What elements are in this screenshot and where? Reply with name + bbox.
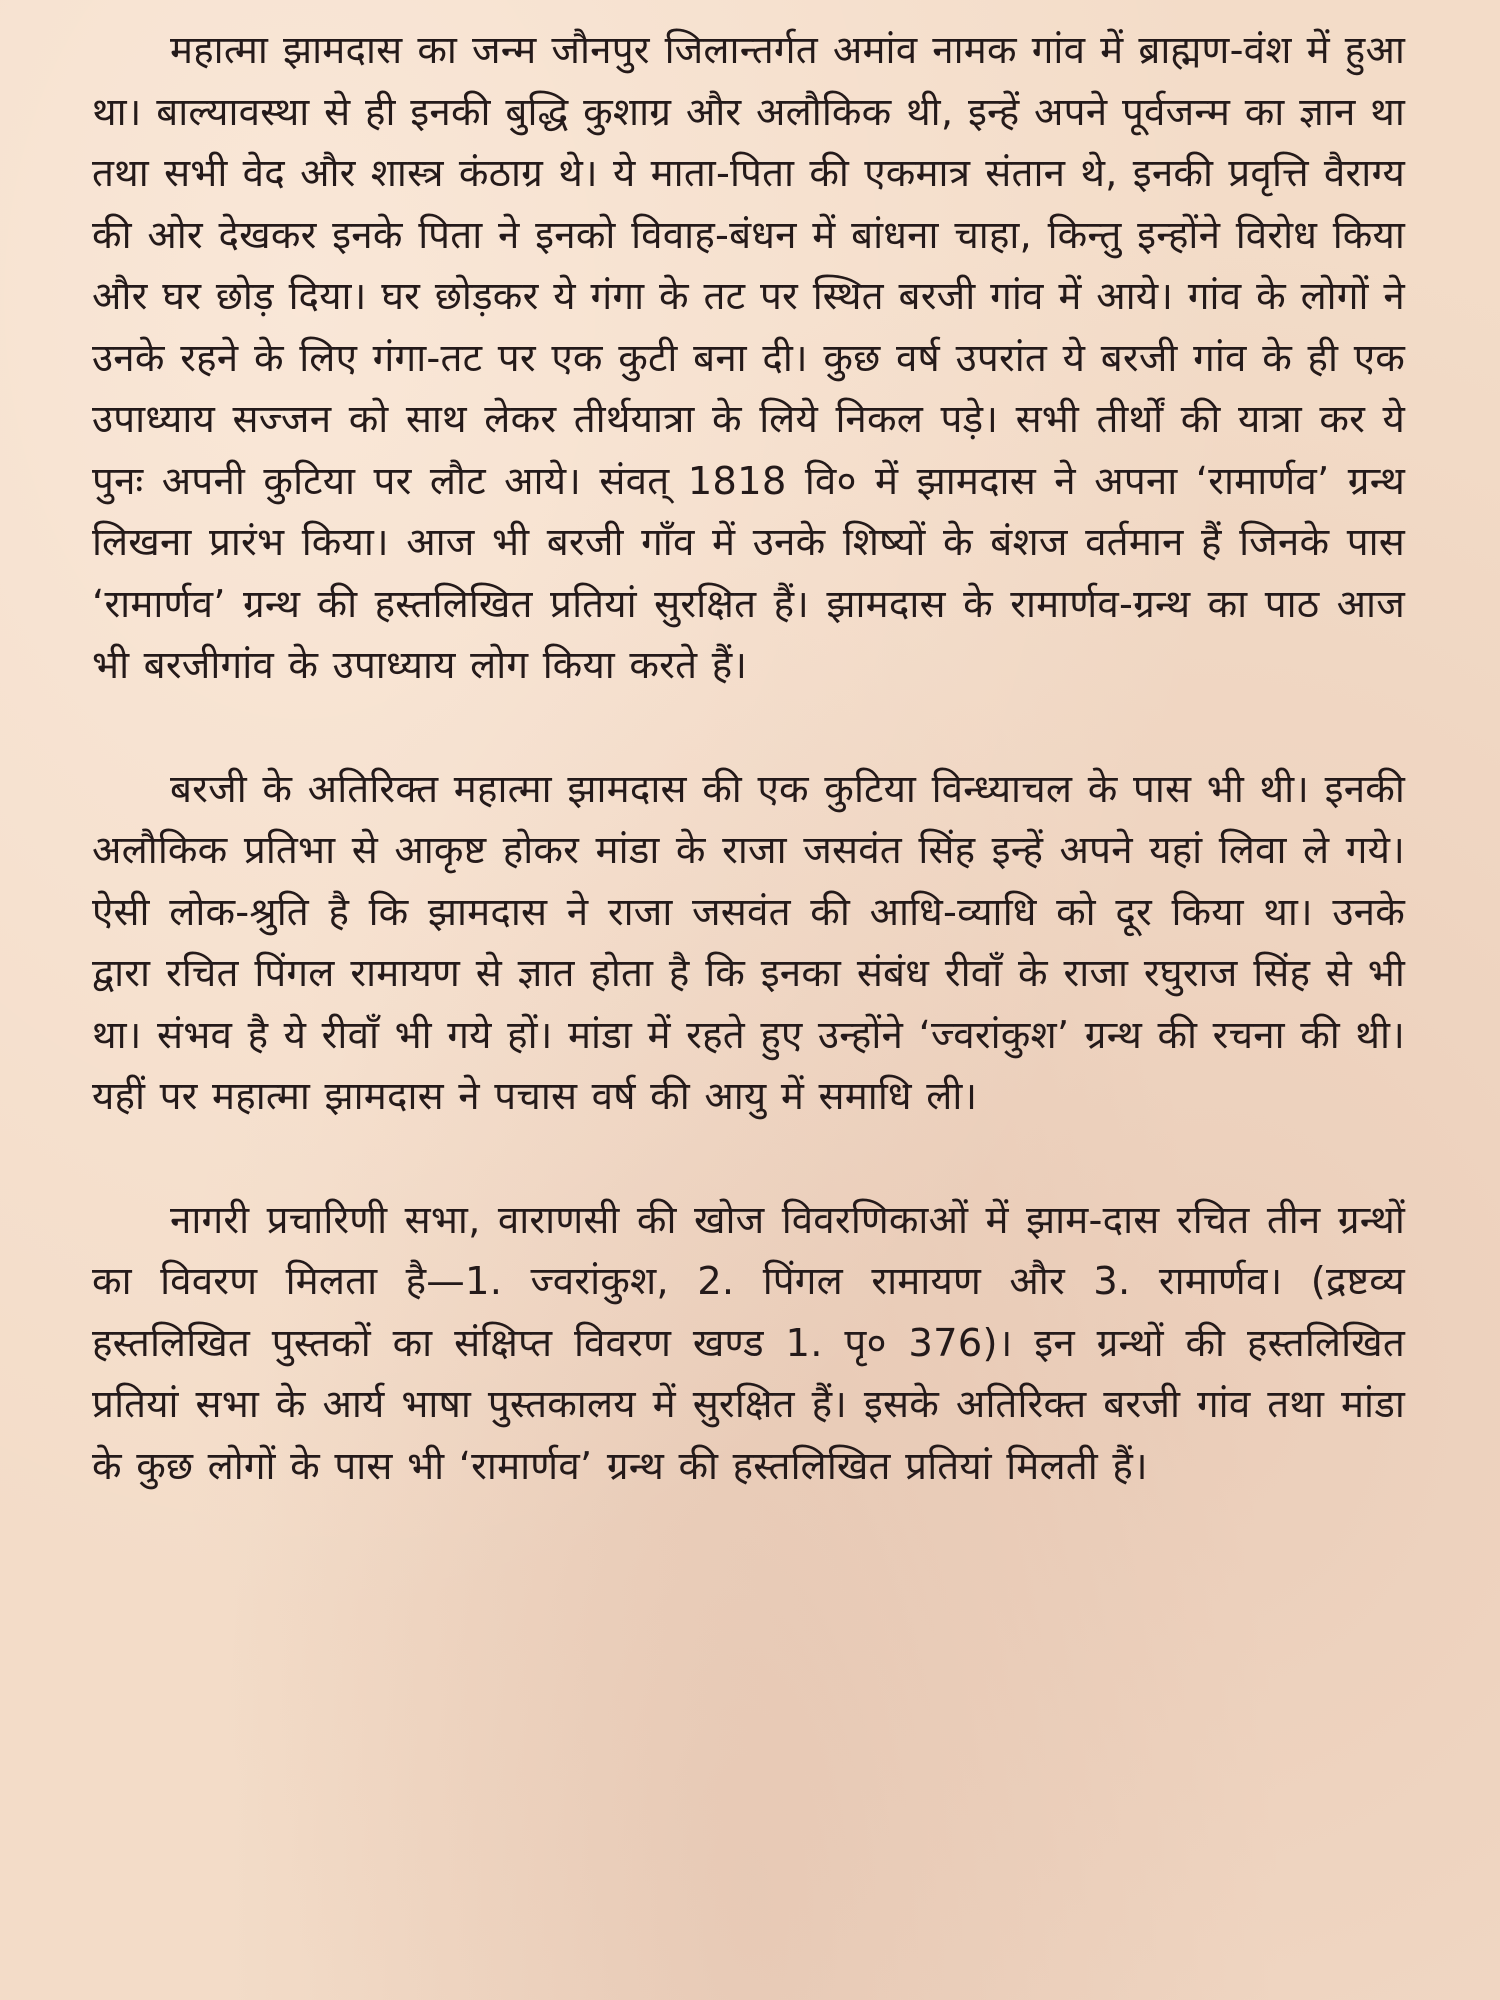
paragraph-vindhyachal: बरजी के अतिरिक्त महात्मा झामदास की एक कुटिया विन्ध्याचल के पास भी थी। इनकी अलौकिक प्रतिभा से आकृष्ट होकर मांडा के राजा जसवंत सिंह इन्हें अपने यहां लिवा ले गये। ऐसी लोक-श्रुति है कि झामदास ने राजा जसवंत की आधि-व्याधि को दूर किया था। उनके द्वारा रचित पिंगल रामायण से ज्ञात होता है कि इनका संबंध रीवाँ के राजा रघुराज सिंह से भी था। संभव है ये रीवाँ भी गये हों। मांडा में रहते हुए उन्होंने ‘ज्वरांकुश’ ग्रन्थ की रचना की थी। यहीं पर महात्मा झामदास ने पचास वर्ष की आयु में समाधि ली।	[92, 766, 1405, 1119]
paragraph-manuscripts: नागरी प्रचारिणी सभा, वाराणसी की खोज विवरणिकाओं में झाम-दास रचित तीन ग्रन्थों का विवरण मिलता है—1. ज्वरांकुश, 2. पिंगल रामायण और 3. रामार्णव। (द्रष्टव्य हस्तलिखित पुस्तकों का संक्षिप्त विवरण खण्ड 1. पृ० 376)। इन ग्रन्थों की हस्तलिखित प्रतियां सभा के आर्य भाषा पुस्तकालय में सुरक्षित हैं। इसके अतिरिक्त बरजी गांव तथा मांडा के कुछ लोगों के पास भी ‘रामार्णव’ ग्रन्थ की हस्तलिखित प्रतियां मिलती हैं।	[92, 1197, 1405, 1489]
paragraph-biography: महात्मा झामदास का जन्म जौनपुर जिलान्तर्गत अमांव नामक गांव में ब्राह्मण-वंश में हुआ था। बाल्यावस्था से ही इनकी बुद्धि कुशाग्र और अलौकिक थी, इन्हें अपने पूर्वजन्म का ज्ञान था तथा सभी वेद और शास्त्र कंठाग्र थे। ये माता-पिता की एकमात्र संतान थे, इनकी प्रवृत्ति वैराग्य की ओर देखकर इनके पिता ने इनको विवाह-बंधन में बांधना चाहा, किन्तु इन्होंने विरोध किया और घर छोड़ दिया। घर छोड़कर ये गंगा के तट पर स्थित बरजी गांव में आये। गांव के लोगों ने उनके रहने के लिए गंगा-तट पर एक कुटी बना दी। कुछ वर्ष उपरांत ये बरजी गांव के ही एक उपाध्याय सज्जन को साथ लेकर तीर्थयात्रा के लिये निकल पड़े। सभी तीर्थों की यात्रा कर ये पुनः अपनी कुटिया पर लौट आये। संवत् 1818 वि० में झामदास ने अपना ‘रामार्णव’ ग्रन्थ लिखना प्रारंभ किया। आज भी बरजी गाँव में उनके शिष्यों के बंशज वर्तमान हैं जिनके पास ‘रामार्णव’ ग्रन्थ की हस्तलिखित प्रतियां सुरक्षित हैं। झामदास के रामार्णव-ग्रन्थ का पाठ आज भी बरजीगांव के उपाध्याय लोग किया करते हैं।	[92, 28, 1405, 688]
